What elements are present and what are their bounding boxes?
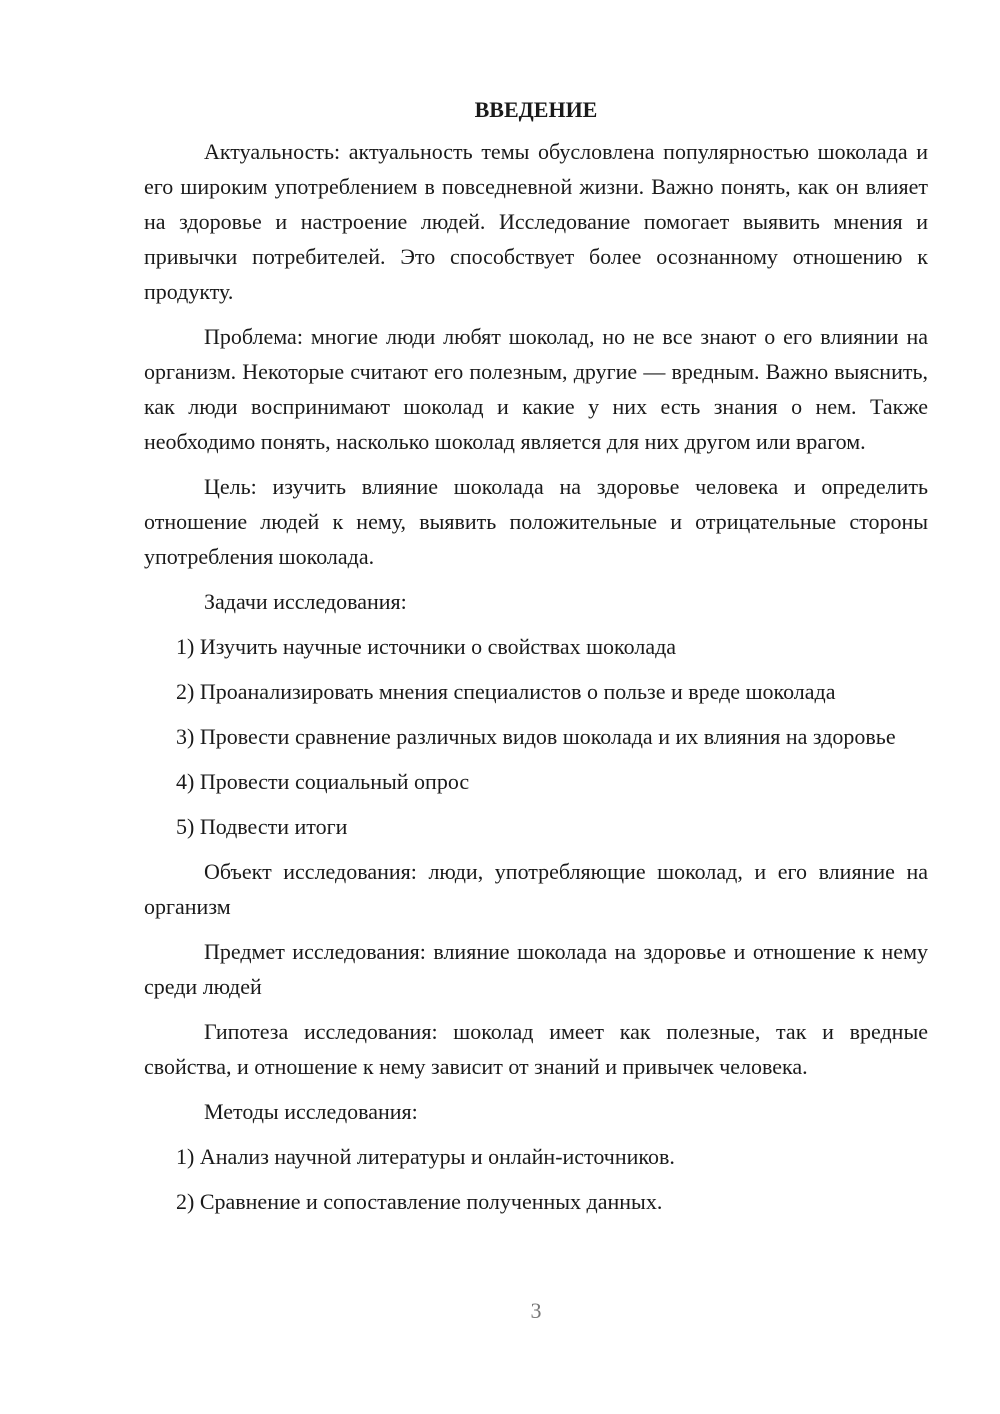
task-item: 1) Изучить научные источники о свойствах шоколада bbox=[176, 634, 677, 659]
hypothesis-paragraph: Гипотеза исследования: шоколад имеет как полезные, так и вредные свойства, и отношение к нему зависит от знаний и привычек человека. bbox=[144, 1019, 928, 1079]
page-number: 3 bbox=[530, 1298, 542, 1323]
method-item: 1) Анализ научной литературы и онлайн-источников. bbox=[176, 1144, 675, 1169]
problem-paragraph: Проблема: многие люди любят шоколад, но не все знают о его влиянии на организм. Некоторые считают его полезным, другие — вредным. Важно выяснить, как люди воспринимают шоколад и какие у них есть знания о нем. Также необходимо понять, насколько шоколад является для них другом или врагом. bbox=[144, 324, 928, 454]
task-item: 4) Провести социальный опрос bbox=[176, 769, 470, 794]
subject-paragraph: Предмет исследования: влияние шоколада на здоровье и отношение к нему среди людей bbox=[144, 939, 928, 999]
section-title: ВВЕДЕНИЕ bbox=[474, 97, 598, 122]
tasks-heading: Задачи исследования: bbox=[204, 589, 407, 614]
task-item: 3) Провести сравнение различных видов шоколада и их влияния на здоровье bbox=[176, 724, 896, 749]
goal-paragraph: Цель: изучить влияние шоколада на здоровье человека и определить отношение людей к нему, выявить положительные и отрицательные стороны употребления шоколада. bbox=[144, 474, 928, 569]
methods-heading: Методы исследования: bbox=[204, 1099, 418, 1124]
object-paragraph: Объект исследования: люди, употребляющие шоколад, и его влияние на организм bbox=[144, 859, 928, 919]
relevance-paragraph: Актуальность: актуальность темы обусловлена популярностью шоколада и его широким употреблением в повседневной жизни. Важно понять, как он влияет на здоровье и настроение людей. Исследование помогает выявить мнения и привычки потребителей. Это способствует более осознанному отношению к продукту. bbox=[144, 139, 928, 304]
task-item: 2) Проанализировать мнения специалистов о пользе и вреде шоколада bbox=[176, 679, 836, 704]
method-item: 2) Сравнение и сопоставление полученных данных. bbox=[176, 1189, 663, 1214]
document-page bbox=[144, 92, 928, 1229]
task-item: 5) Подвести итоги bbox=[176, 814, 348, 839]
